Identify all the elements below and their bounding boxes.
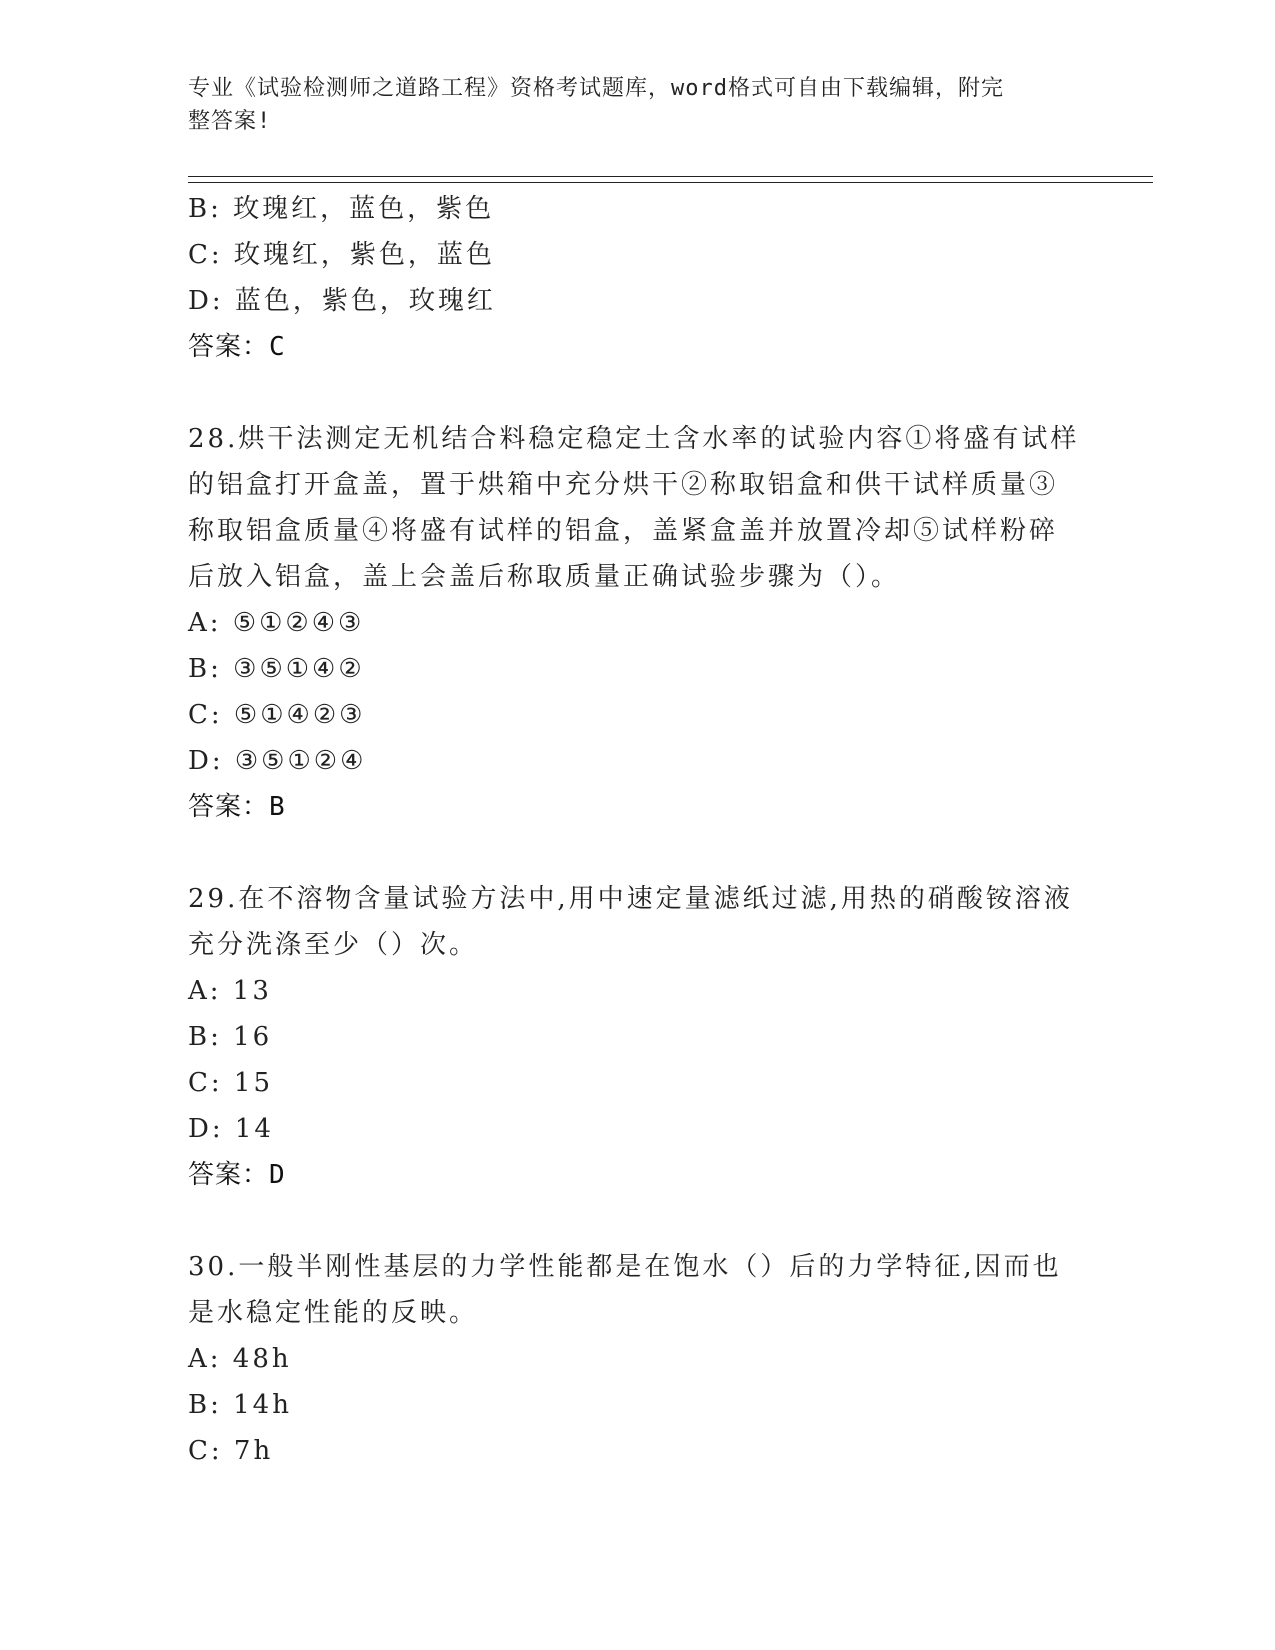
q28-text-line-4: 后放入铝盒，盖上会盖后称取质量正确试验步骤为（）。 <box>188 562 901 592</box>
q27-option-b: B: 玫瑰红，蓝色，紫色 <box>188 194 495 224</box>
q28-answer: 答案：B <box>188 792 286 822</box>
document-header <box>188 72 1088 138</box>
q30-text-line-1: 30.一般半刚性基层的力学性能都是在饱水（）后的力学特征,因而也 <box>188 1252 1062 1282</box>
q29-option-b: B: 16 <box>188 1022 273 1052</box>
header-divider-top <box>188 176 1153 177</box>
q28-text-line-3: 称取铝盒质量④将盛有试样的铝盒，盖紧盒盖并放置冷却⑤试样粉碎 <box>188 516 1059 546</box>
q29-option-a: A: 13 <box>188 976 272 1006</box>
q29-text-line-1: 29.在不溶物含量试验方法中,用中速定量滤纸过滤,用热的硝酸铵溶液 <box>188 884 1073 914</box>
header-divider-bottom <box>188 182 1153 183</box>
q28-text-line-2: 的铝盒打开盒盖，置于烘箱中充分烘干②称取铝盒和供干试样质量③ <box>188 470 1059 500</box>
header-line-1: 专业《试验检测师之道路工程》资格考试题库，word格式可自由下载编辑，附完 <box>188 76 1004 101</box>
q29-text-line-2: 充分洗涤至少（）次。 <box>188 930 479 960</box>
q27-answer: 答案：C <box>188 332 286 362</box>
q29-option-c: C: 15 <box>188 1068 274 1098</box>
q29-answer: 答案：D <box>188 1160 286 1190</box>
q30-option-c: C: 7h <box>188 1436 274 1466</box>
q28-option-a: A: ⑤①②④③ <box>188 608 365 638</box>
q28-text-line-1: 28.烘干法测定无机结合料稳定稳定土含水率的试验内容①将盛有试样 <box>188 424 1080 454</box>
q30-option-a: A: 48h <box>188 1344 292 1374</box>
header-line-2: 整答案! <box>188 109 272 134</box>
q30-text-line-2: 是水稳定性能的反映。 <box>188 1298 479 1328</box>
q28-option-c: C: ⑤①④②③ <box>188 700 366 730</box>
q30-option-b: B: 14h <box>188 1390 292 1420</box>
q27-option-d: D: 蓝色，紫色，玫瑰红 <box>188 286 496 316</box>
q29-option-d: D: 14 <box>188 1114 274 1144</box>
q28-option-b: B: ③⑤①④② <box>188 654 365 684</box>
q28-option-d: D: ③⑤①②④ <box>188 746 367 776</box>
q27-option-c: C: 玫瑰红，紫色，蓝色 <box>188 240 495 270</box>
